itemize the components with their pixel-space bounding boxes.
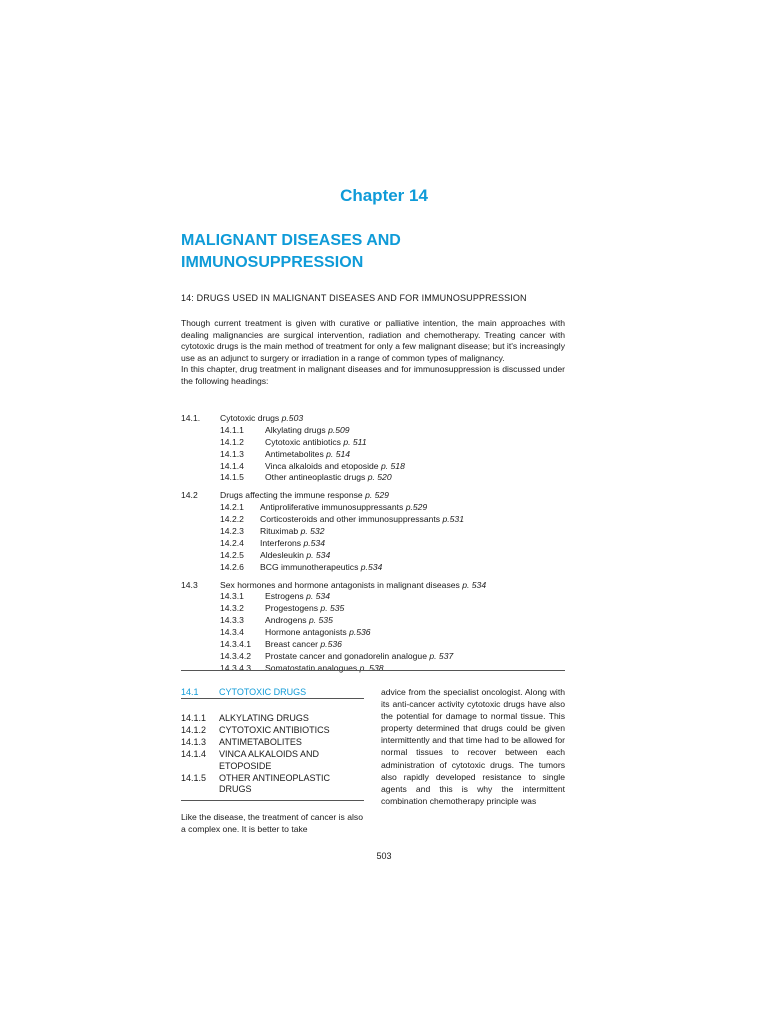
section-number: 14.1 bbox=[181, 687, 199, 697]
toc-number: 14.3.2 bbox=[220, 603, 244, 614]
toc-page: p.509 bbox=[328, 424, 350, 435]
toc-page: p. 532 bbox=[300, 526, 325, 537]
toc-number: 14.1. bbox=[181, 413, 201, 423]
toc-page: p.529 bbox=[405, 502, 428, 513]
toc-number: 14.2 bbox=[181, 490, 198, 501]
toc-page: p. 534 bbox=[462, 579, 487, 590]
horizontal-rule bbox=[181, 670, 565, 671]
intro-paragraph-1: Though current treatment is given with curative or palliative intention, the main approaches with dealing malignancies are surgical intervention, radiation and chemotherapy. Treating cancer with cytotoxic drugs is the main method of treatment for only a few malignant disease; but it's increasingly use as an adjunct to surgery or irradiation in a range of common types of malignancy. bbox=[181, 318, 565, 363]
toc-label: Breast cancer bbox=[265, 639, 321, 650]
toc-label: Progestogens bbox=[265, 603, 321, 614]
toc-label: Aldesleukin bbox=[260, 549, 307, 560]
chapter-title bbox=[181, 230, 581, 274]
toc-entry bbox=[181, 639, 565, 651]
toc-entry bbox=[181, 461, 565, 473]
subsection-number: 14.1.4 bbox=[181, 748, 207, 759]
toc-label: Cytotoxic drugs bbox=[220, 413, 282, 423]
toc-number: 14.1.1 bbox=[220, 424, 244, 435]
toc-label: Drugs affecting the immune response bbox=[220, 490, 366, 501]
toc-entry bbox=[181, 514, 565, 526]
section-subheading: 14: DRUGS USED IN MALIGNANT DISEASES AND FOR IMMUNOSUPPRESSION bbox=[181, 293, 527, 303]
chapter-title-line-2: IMMUNOSUPPRESSION bbox=[181, 254, 364, 271]
toc-page: p. 535 bbox=[308, 615, 333, 626]
toc-label: Prostate cancer and gonadorelin analogue bbox=[265, 650, 430, 661]
toc-entry bbox=[181, 490, 565, 502]
toc-entry bbox=[181, 663, 565, 675]
toc-number: 14.1.5 bbox=[220, 472, 244, 483]
toc-entry bbox=[181, 425, 565, 437]
toc-number: 14.2.5 bbox=[220, 549, 244, 560]
toc-number: 14.3.1 bbox=[220, 591, 244, 602]
toc-section-14-3 bbox=[181, 580, 565, 675]
section-title: CYTOTOXIC DRUGS bbox=[219, 687, 307, 697]
subsection-item bbox=[181, 773, 364, 797]
toc-number: 14.3.4.3 bbox=[220, 662, 252, 673]
toc-entry bbox=[181, 651, 565, 663]
toc-number: 14.2.2 bbox=[220, 514, 244, 525]
toc-entry bbox=[181, 562, 565, 574]
toc-label: Antiproliferative immunosuppressants bbox=[260, 502, 406, 513]
toc-page: p. 535 bbox=[320, 603, 345, 614]
toc-entry bbox=[181, 591, 565, 603]
subsection-item bbox=[181, 749, 364, 773]
toc-page: p.536 bbox=[320, 639, 342, 650]
toc-number: 14.2.1 bbox=[220, 502, 244, 513]
toc-page: p. 529 bbox=[365, 490, 389, 501]
intro-paragraph-2: In this chapter, drug treatment in malignant diseases and for immunosuppression is discussed under the following headings: bbox=[181, 364, 565, 386]
toc-page: p. 537 bbox=[429, 650, 454, 661]
toc-page: p. 511 bbox=[343, 436, 367, 447]
toc-page: p. 518 bbox=[380, 460, 405, 471]
toc-label: Hormone antagonists bbox=[265, 627, 350, 638]
toc-label: Cytotoxic antibiotics bbox=[265, 436, 344, 447]
subsection-item bbox=[181, 737, 364, 749]
page-number: 503 bbox=[376, 851, 392, 861]
subsection-number: 14.1.3 bbox=[181, 736, 207, 747]
horizontal-rule bbox=[181, 698, 364, 699]
section-heading bbox=[181, 686, 364, 698]
toc-entry bbox=[181, 449, 565, 461]
toc-label: Estrogens bbox=[265, 591, 307, 602]
chapter-title-line-1: MALIGNANT DISEASES AND bbox=[181, 232, 401, 249]
toc-page: p. 520 bbox=[367, 472, 392, 483]
toc-entry bbox=[181, 472, 565, 484]
toc-entry bbox=[181, 413, 565, 425]
toc-number: 14.1.3 bbox=[220, 448, 244, 459]
toc-entry bbox=[181, 603, 565, 615]
toc-label: BCG immunotherapeutics bbox=[260, 561, 361, 572]
toc-entry bbox=[181, 538, 565, 550]
toc-number: 14.3.4.1 bbox=[220, 639, 252, 650]
toc-label: Antimetabolites bbox=[265, 448, 327, 459]
toc-label: Rituximab bbox=[260, 526, 301, 537]
toc-label: Corticosteroids and other immunosuppressants bbox=[260, 514, 443, 525]
subsection-label: OTHER ANTINEOPLASTIC DRUGS bbox=[219, 772, 331, 795]
toc-entry bbox=[181, 550, 565, 562]
toc-number: 14.2.3 bbox=[220, 526, 244, 537]
toc-page: p.531 bbox=[442, 514, 464, 525]
toc-entry bbox=[181, 627, 565, 639]
toc-label: Alkylating drugs bbox=[265, 424, 329, 435]
subsection-label: ALKYLATING DRUGS bbox=[219, 713, 309, 723]
intro-text bbox=[181, 318, 565, 388]
toc-page: p. 514 bbox=[326, 448, 351, 459]
toc-section-14-2 bbox=[181, 490, 565, 573]
toc-number: 14.2.4 bbox=[220, 537, 244, 548]
toc-entry bbox=[181, 615, 565, 627]
toc-page: p.534 bbox=[303, 537, 325, 548]
toc-page: p. 538 bbox=[359, 662, 384, 673]
subsection-number: 14.1.1 bbox=[181, 713, 207, 723]
toc-label: Somatostatin analogues bbox=[265, 662, 360, 673]
toc-label: Androgens bbox=[265, 615, 309, 626]
toc-label: Vinca alkaloids and etoposide bbox=[265, 460, 381, 471]
toc-page: p.536 bbox=[349, 627, 371, 638]
toc-entry bbox=[181, 580, 565, 592]
subsection-label: CYTOTOXIC ANTIBIOTICS bbox=[219, 724, 330, 735]
horizontal-rule bbox=[181, 800, 364, 801]
table-of-contents bbox=[181, 413, 565, 681]
toc-entry bbox=[181, 502, 565, 514]
subsection-item bbox=[181, 713, 364, 725]
toc-page: p.503 bbox=[281, 413, 304, 423]
body-text-left: Like the disease, the treatment of cancer is also a complex one. It is better to take bbox=[181, 812, 364, 834]
toc-number: 14.1.2 bbox=[220, 436, 244, 447]
toc-number: 14.1.4 bbox=[220, 460, 244, 471]
body-text-right: advice from the specialist oncologist. Along with its anti-cancer activity cytotoxic drugs have also the potential for damage to normal tissue. This property determined that drugs could be given intermittently and that time had to be allowed for normal tissues to recover between each administration of cytotoxic drugs. The tumors also rapidly developed resistance to single agents and this is why the intermittent combination chemotherapy principle was bbox=[381, 687, 565, 806]
toc-entry bbox=[181, 437, 565, 449]
subsection-label: ANTIMETABOLITES bbox=[219, 736, 302, 747]
left-column bbox=[181, 686, 364, 801]
subsection-list bbox=[181, 713, 364, 796]
subsection-label: VINCA ALKALOIDS AND ETOPOSIDE bbox=[219, 748, 320, 771]
toc-page: p. 534 bbox=[306, 591, 330, 602]
toc-label: Other antineoplastic drugs bbox=[265, 472, 368, 483]
subsection-item bbox=[181, 725, 364, 737]
subsection-number: 14.1.2 bbox=[181, 724, 207, 735]
toc-label: Interferons bbox=[260, 537, 304, 548]
toc-number: 14.2.6 bbox=[220, 561, 244, 572]
toc-number: 14.3.3 bbox=[220, 615, 244, 626]
chapter-heading: Chapter 14 bbox=[340, 186, 428, 205]
toc-number: 14.3.4 bbox=[220, 627, 244, 638]
toc-section-14-1 bbox=[181, 413, 565, 484]
toc-page: p. 534 bbox=[306, 549, 331, 560]
toc-number: 14.3.4.2 bbox=[220, 650, 252, 661]
subsection-number: 14.1.5 bbox=[181, 772, 207, 783]
toc-entry bbox=[181, 526, 565, 538]
toc-page: p.534 bbox=[360, 561, 383, 572]
toc-label: Sex hormones and hormone antagonists in malignant diseases bbox=[220, 579, 463, 590]
toc-number: 14.3 bbox=[181, 579, 198, 590]
